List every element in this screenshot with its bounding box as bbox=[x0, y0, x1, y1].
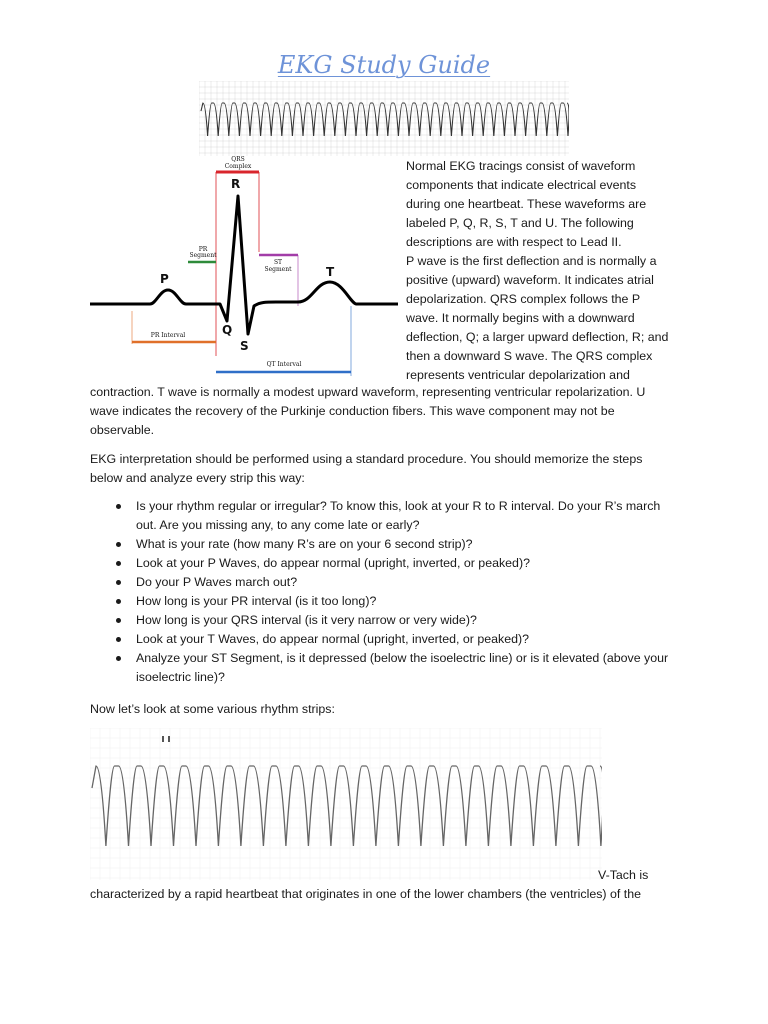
intro-line: Normal EKG tracings consist of waveform bbox=[406, 159, 636, 173]
r-label: R bbox=[231, 177, 241, 191]
rhythm-strip-top bbox=[199, 81, 569, 156]
pr-segment-label-line1: PR bbox=[198, 246, 208, 253]
list-item: How long is your QRS interval (is it very narrow or very wide)? bbox=[0, 611, 696, 630]
intro-line: positive (upward) waveform. It indicates atrial bbox=[406, 273, 654, 287]
interpretation-steps-list bbox=[0, 497, 768, 687]
intro-line: wave. It normally begins with a downward bbox=[406, 311, 635, 325]
rhythm-strip-vtach bbox=[90, 728, 602, 880]
q-label: Q bbox=[222, 323, 233, 337]
s-label: S bbox=[240, 339, 249, 353]
list-item: Look at your P Waves, do appear normal (upright, inverted, or peaked)? bbox=[0, 554, 696, 573]
vtach-label: V-Tach is bbox=[598, 868, 649, 882]
list-item: Look at your T Waves, do appear normal (upright, inverted, or peaked)? bbox=[0, 630, 696, 649]
intro-line: contraction. T wave is normally a modest upward waveform, representing ventricular repolarization. U bbox=[90, 385, 646, 399]
ekg-waveform bbox=[90, 196, 398, 334]
intro-continuation bbox=[90, 383, 690, 440]
list-item: Is your rhythm regular or irregular? To know this, look at your R to R interval. Do your R’s march out. Are you missing any, to any come late or early? bbox=[0, 497, 696, 535]
procedure-paragraph bbox=[90, 450, 690, 488]
intro-line: during one heartbeat. These waveforms are bbox=[406, 197, 647, 211]
list-item: What is your rate (how many R’s are on your 6 second strip)? bbox=[0, 535, 696, 554]
intro-line: deflection, Q; a larger upward deflection, R; and bbox=[406, 330, 669, 344]
intro-line: observable. bbox=[90, 423, 155, 437]
ekg-wave-diagram bbox=[88, 156, 400, 384]
rhythm-strips-heading: Now let’s look at some various rhythm strips: bbox=[90, 702, 335, 716]
qt-interval-label: QT Interval bbox=[266, 361, 302, 368]
procedure-line: EKG interpretation should be performed using a standard procedure. You should memorize the steps bbox=[90, 452, 643, 466]
intro-line: labeled P, Q, R, S, T and U. The following bbox=[406, 216, 634, 230]
strip-grid bbox=[90, 728, 602, 880]
intro-line: represents ventricular depolarization and bbox=[406, 368, 630, 382]
intro-line: then a downward S wave. The QRS complex bbox=[406, 349, 653, 363]
page-title: EKG Study Guide bbox=[277, 51, 491, 79]
st-segment-label-line2: Segment bbox=[264, 266, 292, 273]
pr-interval-label: PR Interval bbox=[150, 332, 186, 339]
list-item: How long is your PR interval (is it too long)? bbox=[0, 592, 696, 611]
strip-marker bbox=[168, 736, 170, 742]
qrs-label-line2: Complex bbox=[224, 163, 252, 170]
p-label: P bbox=[160, 272, 169, 286]
list-item: Do your P Waves march out? bbox=[0, 573, 696, 592]
procedure-line: below and analyze every strip this way: bbox=[90, 471, 305, 485]
strip-marker bbox=[162, 736, 164, 742]
t-label: T bbox=[326, 265, 335, 279]
list-item: Analyze your ST Segment, is it depressed (below the isoelectric line) or is it elevated (above your isoelectric line)? bbox=[0, 649, 696, 687]
intro-line: depolarization. QRS complex follows the P bbox=[406, 292, 641, 306]
intro-text bbox=[406, 157, 706, 385]
intro-line: wave indicates the recovery of the Purkinje conduction fibers. This wave component may not be bbox=[90, 404, 615, 418]
intro-line: components that indicate electrical events bbox=[406, 178, 637, 192]
intro-line: descriptions are with respect to Lead II. bbox=[406, 235, 622, 249]
vtach-description: characterized by a rapid heartbeat that originates in one of the lower chambers (the ventricles) of the bbox=[90, 887, 641, 901]
intro-line: P wave is the first deflection and is normally a bbox=[406, 254, 657, 268]
qrs-label-line1: QRS bbox=[231, 156, 245, 163]
st-segment-label-line1: ST bbox=[273, 259, 283, 266]
pr-segment-label-line2: Segment bbox=[189, 252, 217, 259]
